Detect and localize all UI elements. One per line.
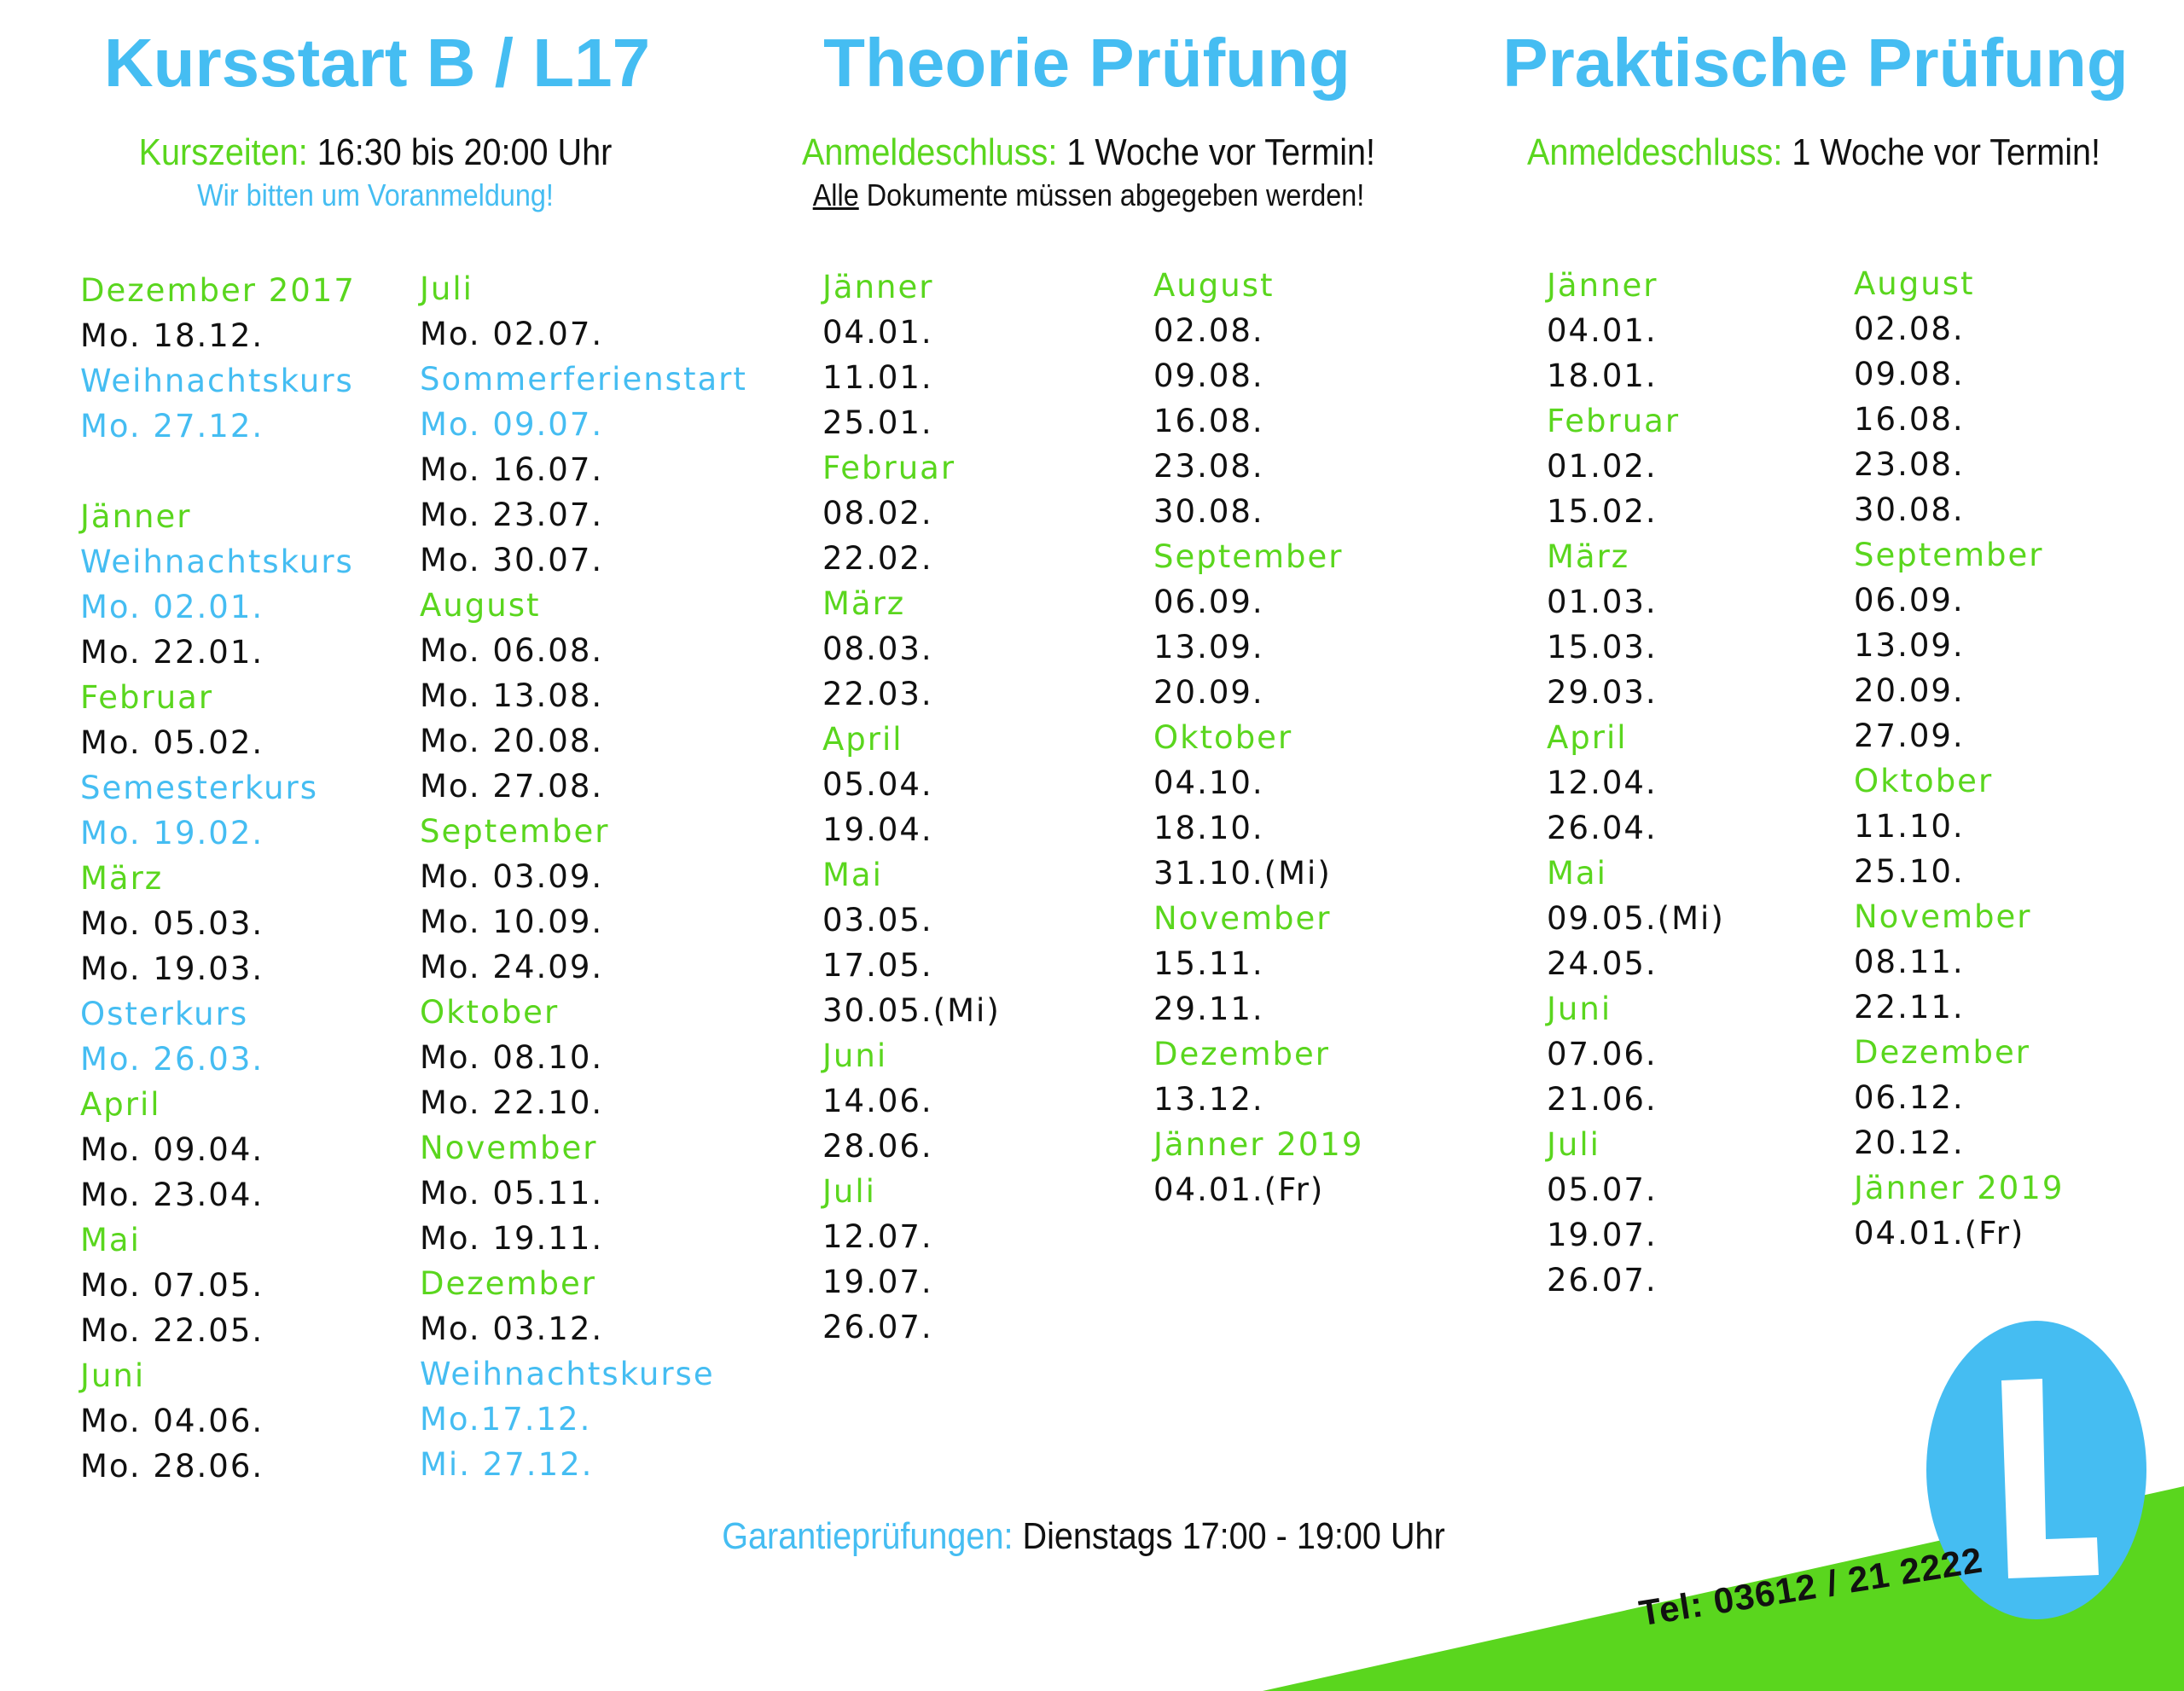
month-heading: Mai <box>822 857 883 893</box>
month-heading: Jänner 2019 <box>1854 1170 2065 1206</box>
month-heading: Juni <box>822 1037 888 1074</box>
date-entry: Mo. 16.07. <box>420 451 604 488</box>
month-heading: August <box>1153 267 1275 304</box>
date-entry: 16.08. <box>1854 401 1965 438</box>
date-entry: 23.08. <box>1854 446 1965 483</box>
month-heading: Juli <box>420 270 473 307</box>
date-entry: 08.11. <box>1854 944 1965 980</box>
date-entry: 04.01.(Fr) <box>1854 1215 2025 1252</box>
date-entry: 03.05. <box>822 902 933 938</box>
date-entry: 13.09. <box>1854 627 1965 664</box>
date-entry: 09.08. <box>1153 357 1264 394</box>
date-entry: 27.09. <box>1854 718 1965 754</box>
date-entry: 04.01. <box>822 314 933 351</box>
date-entry: Mo. 05.11. <box>420 1175 604 1212</box>
date-entry: 22.03. <box>822 676 933 712</box>
special-course-entry: Mi. 27.12. <box>420 1446 594 1483</box>
month-heading: Juni <box>1547 991 1612 1027</box>
month-heading: Oktober <box>1854 763 1994 799</box>
theorie-dates-column-1 <box>822 264 1001 1350</box>
date-entry: 02.08. <box>1854 311 1965 347</box>
date-entry: 15.11. <box>1153 945 1264 982</box>
date-entry: 29.11. <box>1153 991 1264 1027</box>
month-heading: Oktober <box>1153 719 1293 756</box>
praxis-title: Praktische Prüfung <box>1502 25 2129 101</box>
date-entry: Mo. 23.04. <box>80 1177 264 1213</box>
date-entry: 01.02. <box>1547 448 1658 485</box>
date-entry: Mo. 22.01. <box>80 634 264 671</box>
month-heading: November <box>420 1130 598 1166</box>
date-entry: 23.08. <box>1153 448 1264 485</box>
date-entry: 11.10. <box>1854 808 1965 845</box>
month-heading: Jänner <box>80 498 192 535</box>
date-entry: 13.09. <box>1153 629 1264 665</box>
date-entry: 30.05.(Mi) <box>822 992 1001 1029</box>
date-entry: 15.03. <box>1547 629 1658 665</box>
date-entry: 06.12. <box>1854 1079 1965 1116</box>
date-entry: Mo. 06.08. <box>420 632 604 669</box>
date-entry: 12.07. <box>822 1218 933 1255</box>
garantie-label: Garantieprüfungen: <box>722 1515 1014 1557</box>
praxis-dates-column-2 <box>1854 261 2064 1256</box>
month-heading: März <box>1547 538 1630 575</box>
date-entry: 04.01. <box>1547 312 1658 349</box>
special-course-entry: Mo. 19.02. <box>80 815 264 851</box>
date-entry: Mo. 03.09. <box>420 858 604 895</box>
date-entry: Mo. 09.04. <box>80 1131 264 1168</box>
date-entry: 25.10. <box>1854 853 1965 890</box>
date-entry: 20.09. <box>1153 674 1264 711</box>
date-entry: 26.07. <box>1547 1262 1658 1299</box>
date-entry: 28.06. <box>822 1128 933 1165</box>
date-entry: Mo. 24.09. <box>420 949 604 985</box>
date-entry: 15.02. <box>1547 493 1658 530</box>
date-entry: 19.07. <box>1547 1217 1658 1253</box>
date-entry: Mo. 05.03. <box>80 905 264 942</box>
month-heading: Oktober <box>420 994 560 1031</box>
date-entry: 08.02. <box>822 495 933 532</box>
date-entry: 22.02. <box>822 540 933 577</box>
date-entry: 14.06. <box>822 1083 933 1119</box>
month-heading: April <box>822 721 903 758</box>
kurszeiten-label: Kurszeiten: <box>138 131 308 173</box>
date-entry: 12.04. <box>1547 764 1658 801</box>
month-heading: Februar <box>80 679 214 716</box>
month-heading: November <box>1153 900 1332 937</box>
date-entry: 11.01. <box>822 359 933 396</box>
special-course-entry: Mo.17.12. <box>420 1401 592 1438</box>
month-heading: Juli <box>822 1173 876 1210</box>
date-entry: Mo. 18.12. <box>80 317 264 354</box>
date-entry: 08.03. <box>822 630 933 667</box>
kurs-dates-column-2 <box>420 266 747 1487</box>
date-entry: 26.04. <box>1547 810 1658 846</box>
kurszeiten-value: 16:30 bis 20:00 Uhr <box>317 131 613 173</box>
praxis-dates-column-1 <box>1547 263 1725 1303</box>
kurs-dates-column-1 <box>80 268 356 1489</box>
dokumente-note-rest: Dokumente müssen abgegeben werden! <box>858 177 1365 212</box>
special-course-entry: Weihnachtskurs <box>80 543 354 580</box>
date-entry: 06.09. <box>1153 584 1264 620</box>
month-heading: September <box>1854 537 2044 573</box>
date-entry: 02.08. <box>1153 312 1264 349</box>
date-entry: Mo. 22.05. <box>80 1312 264 1349</box>
special-course-entry: Weihnachtskurs <box>80 363 354 399</box>
date-entry: 30.08. <box>1854 491 1965 528</box>
special-course-entry: Sommerferienstart <box>420 361 747 398</box>
date-entry: 20.12. <box>1854 1124 1965 1161</box>
special-course-entry: Semesterkurs <box>80 770 319 806</box>
theorie-anmeldeschluss-line <box>802 131 1375 174</box>
date-entry: 13.12. <box>1153 1081 1264 1118</box>
date-entry: Mo. 22.10. <box>420 1084 604 1121</box>
date-entry: 16.08. <box>1153 403 1264 439</box>
praxis-anmeldeschluss-line <box>1527 131 2100 174</box>
date-entry: 30.08. <box>1153 493 1264 530</box>
date-entry: 20.09. <box>1854 672 1965 709</box>
month-heading: Jänner <box>822 269 934 305</box>
kurs-title: Kursstart B / L17 <box>103 25 651 101</box>
date-entry: 24.05. <box>1547 945 1658 982</box>
month-heading: Februar <box>1547 403 1681 439</box>
month-heading: August <box>420 587 541 624</box>
voranmeldung-note: Wir bitten um Voranmeldung! <box>197 177 554 212</box>
month-heading: Dezember <box>420 1265 596 1302</box>
date-entry: Mo. 19.11. <box>420 1220 604 1257</box>
date-entry: 29.03. <box>1547 674 1658 711</box>
month-heading: Dezember 2017 <box>80 272 356 309</box>
praxis-anmelde-label: Anmeldeschluss: <box>1526 131 1783 173</box>
month-heading: November <box>1854 898 2032 935</box>
garantiepruefungen-line <box>722 1515 1445 1558</box>
date-entry: 04.10. <box>1153 764 1264 801</box>
kurszeiten-line <box>139 131 613 174</box>
special-course-entry: Mo. 09.07. <box>420 406 604 443</box>
date-entry: Mo. 19.03. <box>80 950 264 987</box>
dokumente-note <box>813 177 1365 213</box>
month-heading: Dezember <box>1854 1034 2030 1071</box>
date-entry: 19.07. <box>822 1264 933 1300</box>
month-heading: Mai <box>80 1222 141 1258</box>
month-heading: September <box>420 813 610 850</box>
special-course-entry: Mo. 02.01. <box>80 589 264 625</box>
date-entry: Mo. 10.09. <box>420 904 604 940</box>
date-entry: 01.03. <box>1547 584 1658 620</box>
date-entry: Mo. 23.07. <box>420 497 604 533</box>
month-heading: Jänner <box>1547 267 1658 304</box>
month-heading: April <box>80 1086 161 1123</box>
month-heading: Februar <box>822 450 956 486</box>
date-entry: 22.11. <box>1854 989 1965 1026</box>
date-entry: Mo. 28.06. <box>80 1448 264 1485</box>
date-entry: Mo. 30.07. <box>420 542 604 578</box>
phone-number: Tel: 03612 / 21 2222 <box>1636 1539 1986 1634</box>
month-heading: August <box>1854 265 1975 302</box>
month-heading: April <box>1547 719 1628 756</box>
month-heading: Juli <box>1547 1126 1600 1163</box>
date-entry: 07.06. <box>1547 1036 1658 1072</box>
date-entry: 31.10.(Mi) <box>1153 855 1332 892</box>
special-course-entry: Weihnachtskurse <box>420 1356 715 1392</box>
date-entry: 25.01. <box>822 404 933 441</box>
date-entry: 05.04. <box>822 766 933 803</box>
date-entry: Mo. 05.02. <box>80 724 264 761</box>
date-entry: 05.07. <box>1547 1171 1658 1208</box>
month-heading: Juni <box>80 1357 146 1394</box>
date-entry: Mo. 27.08. <box>420 768 604 805</box>
date-entry: 17.05. <box>822 947 933 984</box>
theorie-anmelde-label: Anmeldeschluss: <box>801 131 1058 173</box>
month-heading: September <box>1153 538 1344 575</box>
date-entry: 21.06. <box>1547 1081 1658 1118</box>
month-heading: Dezember <box>1153 1036 1330 1072</box>
dokumente-note-underlined: Alle <box>812 177 859 212</box>
date-entry: Mo. 13.08. <box>420 677 604 714</box>
theorie-anmelde-value: 1 Woche vor Termin! <box>1066 131 1376 173</box>
spacer <box>80 449 356 494</box>
date-entry: 18.10. <box>1153 810 1264 846</box>
date-entry: 09.05.(Mi) <box>1547 900 1725 937</box>
special-course-entry: Osterkurs <box>80 996 249 1032</box>
date-entry: Mo. 07.05. <box>80 1267 264 1304</box>
special-course-entry: Mo. 26.03. <box>80 1041 264 1078</box>
date-entry: 04.01.(Fr) <box>1153 1171 1325 1208</box>
garantie-value: Dienstags 17:00 - 19:00 Uhr <box>1022 1515 1445 1557</box>
date-entry: Mo. 08.10. <box>420 1039 604 1076</box>
praxis-anmelde-value: 1 Woche vor Termin! <box>1792 131 2101 173</box>
date-entry: 18.01. <box>1547 357 1658 394</box>
date-entry: Mo. 02.07. <box>420 316 604 352</box>
month-heading: Mai <box>1547 855 1607 892</box>
date-entry: 09.08. <box>1854 356 1965 392</box>
month-heading: März <box>822 585 906 622</box>
theorie-title: Theorie Prüfung <box>823 25 1350 101</box>
date-entry: Mo. 04.06. <box>80 1403 264 1439</box>
special-course-entry: Mo. 27.12. <box>80 408 264 445</box>
month-heading: März <box>80 860 164 897</box>
month-heading: Jänner 2019 <box>1153 1126 1364 1163</box>
date-entry: 06.09. <box>1854 582 1965 619</box>
theorie-dates-column-2 <box>1153 263 1363 1212</box>
date-entry: Mo. 20.08. <box>420 723 604 759</box>
date-entry: 26.07. <box>822 1309 933 1345</box>
date-entry: Mo. 03.12. <box>420 1310 604 1347</box>
date-entry: 19.04. <box>822 811 933 848</box>
